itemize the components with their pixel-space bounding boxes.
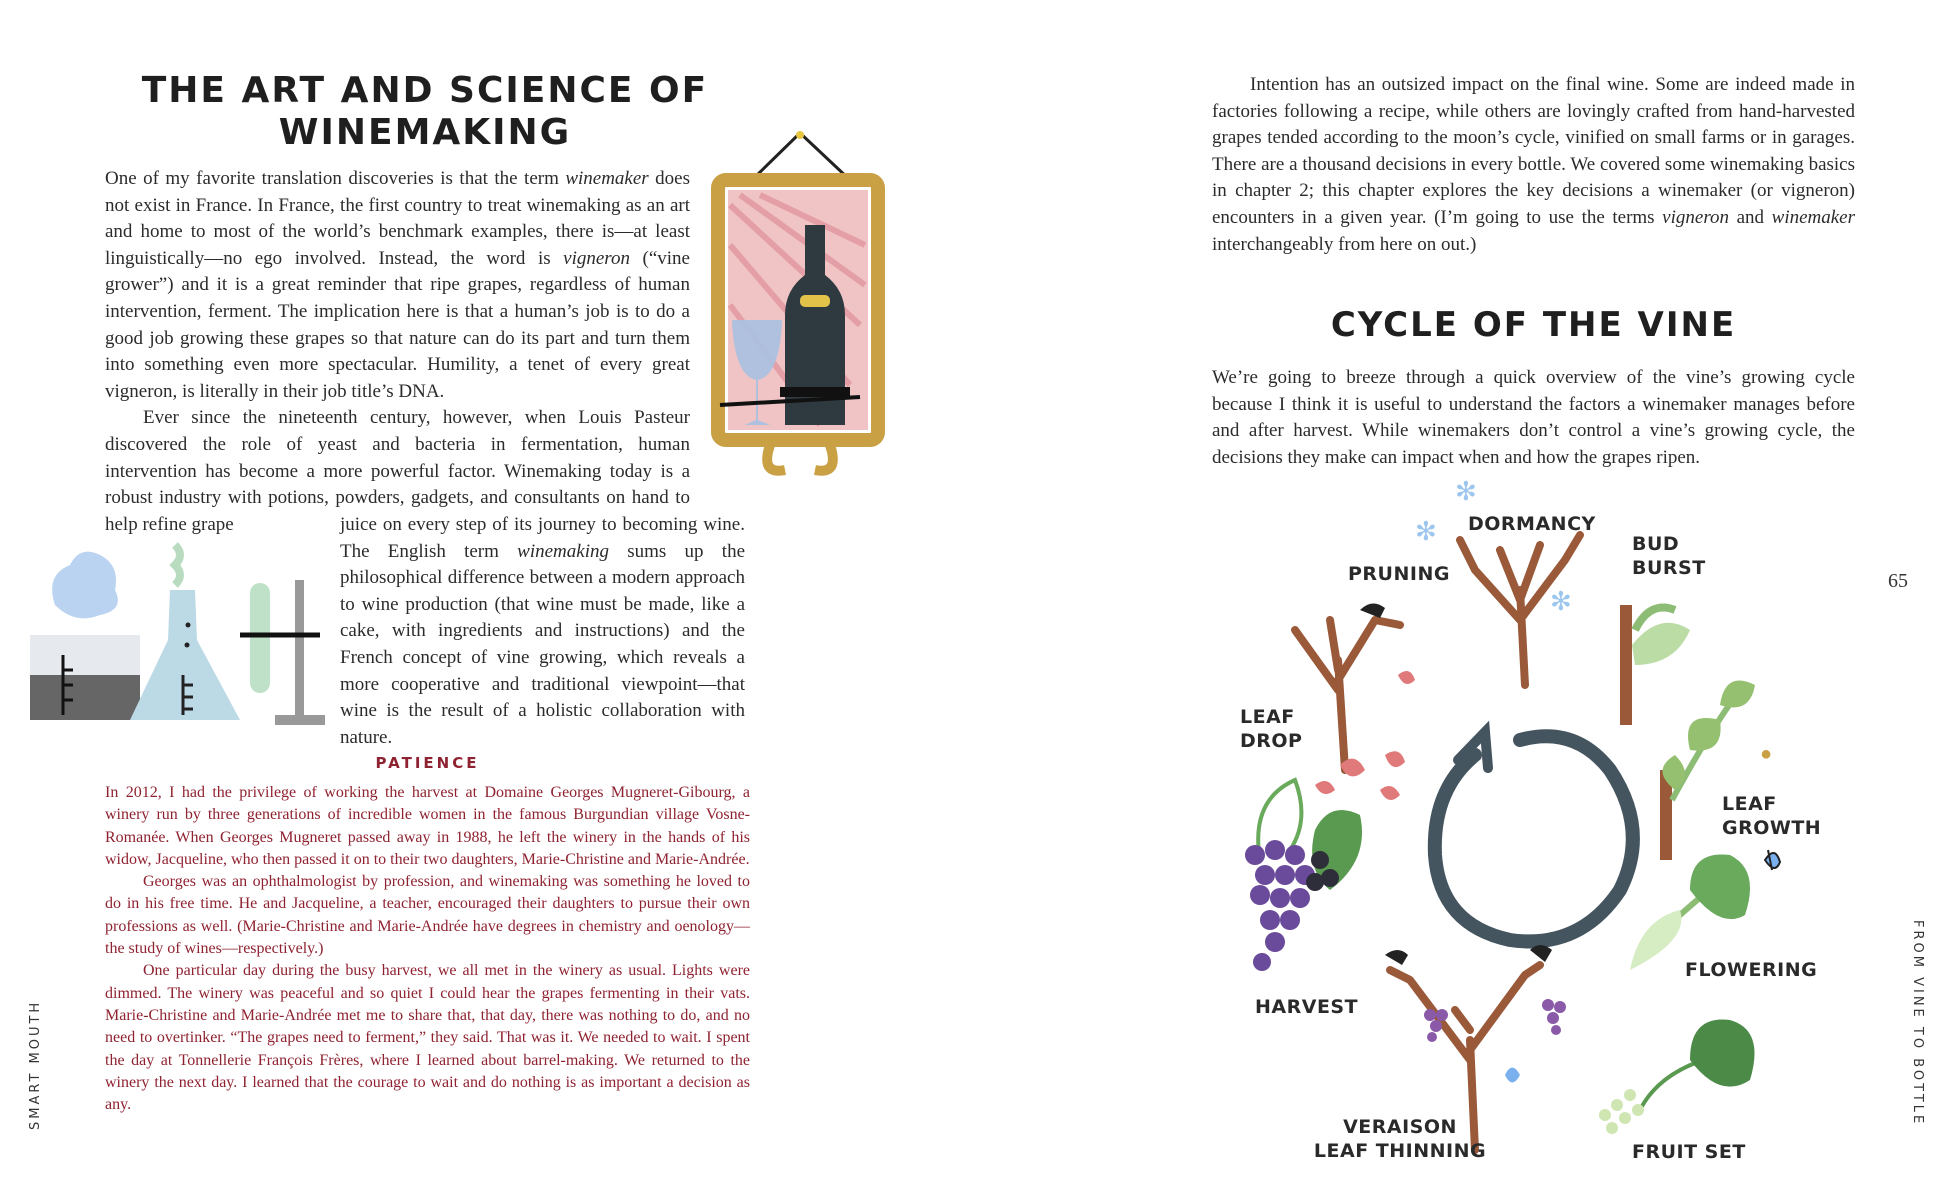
fruit-set-icon <box>1599 1020 1755 1135</box>
harvest-grapes-icon <box>1245 780 1362 971</box>
paragraph-pasteur: Ever since the nineteenth century, however, when Louis Pasteur discovered the role of yeast and bacteria in fermentation, human intervention has become a more powerful factor. Winemaking today is a robust industry with potions, powders, gadgets, and consultants on hand to help refine grape <box>105 407 690 535</box>
sidebar-heading-patience: PATIENCE <box>375 754 480 772</box>
bird-icon-left <box>1385 950 1408 965</box>
paragraph-cycle: We’re going to breeze through a quick overview of the vine’s growing cycle because I think it is useful to understand the factors a winemaker manages before and after harvest. While winemakers don’t control a vine’s growing cycle, the decisions they make can impact when and how the grapes ripen. <box>1212 367 1855 468</box>
sidebar-patience-story <box>105 782 750 1116</box>
svg-text:✻: ✻ <box>1455 477 1477 506</box>
patience-paragraph-1: In 2012, I had the privilege of working the harvest at Domaine Georges Mugneret-Gibourg, a winery run by three generations of incredible women in the famous Burgundian village Vosne-Romanée. When Georges Mugneret passed away in 1988, he left the winery in the hands of his widow, Jacqueline, who then passed it on to their two daughters, Marie-Christine and Marie-Andrée. <box>105 784 750 868</box>
patience-paragraph-3: One particular day during the busy harvest, we all met in the winery as usual. Lights were dimmed. The winery was peaceful and so quiet I could hear the grapes fermenting in their vats. Marie-Christine and Marie-Andrée met me to share that, that day, there was nothing to do, and no need to overtinker. “The grapes need to ferment,” they said. That was it. We needed to wait. I spent the day at Tonnellerie François Frères, where I learned about barrel-making. We returned to the winery the next day. I learned that the courage to wait and do nothing is as important a decision as any. <box>105 962 750 1114</box>
label-leaf-drop: LEAF DROP <box>1240 706 1303 752</box>
label-flowering: FLOWERING <box>1685 959 1818 981</box>
label-dormancy: DORMANCY <box>1468 513 1596 535</box>
falling-leaves-icon <box>1315 751 1405 800</box>
paragraph-intention: Intention has an outsized impact on the final wine. Some are indeed made in factories following a recipe, while others are lovingly crafted from hand-harvested grapes tended according to the moon’s cycle, vinified on small farms or in garages. There are a thousand decisions in every bottle. We covered some winemaking basics in chapter 2; this chapter explores the key decisions a winemaker (or vigneron) encounters in a given year. (I’m going to use the terms vigneron and winemaker interchangeably from here on out.) <box>1212 74 1856 255</box>
chapter-title-line2: WINEMAKING <box>278 112 572 153</box>
flowering-icon <box>1630 850 1780 970</box>
label-bud-burst: BUD BURST <box>1632 533 1706 579</box>
section-title-cycle: CYCLE OF THE VINE <box>1330 305 1737 345</box>
page-number: 65 <box>1888 570 1908 592</box>
svg-text:✻: ✻ <box>1550 587 1572 616</box>
framed-wine-picture-illustration <box>700 125 900 485</box>
pruning-vine-icon <box>1295 603 1415 770</box>
chapter-title-line1: THE ART AND SCIENCE OF <box>141 70 709 111</box>
label-fruit-set: FRUIT SET <box>1632 1141 1746 1163</box>
running-head-left: SMART MOUTH <box>28 999 43 1130</box>
paragraph-pasteur-continued: juice on every step of its journey to becoming wine. The English term winemaking sums up the philosophical difference between a modern approach to wine production (that wine must be made, like a cake, with ingredients and instructions) and the French concept of vine growing, which reveals a more cooperative and traditional viewpoint—that wine is the result of a holistic collaboration with nature. <box>340 514 745 748</box>
bird-icon <box>1360 603 1385 618</box>
intro-body <box>105 166 690 538</box>
bird-icon-right <box>1530 945 1552 962</box>
patience-paragraph-2: Georges was an ophthalmologist by profession, and winemaking was something he loved to do in his free time. He and Jacqueline, a teacher, encouraged their daughters to pursue their own professions as well. (Marie-Christine and Marie-Andrée have degrees in chemistry and oenology—the study of wines—respectively.) <box>105 873 750 958</box>
label-harvest: HARVEST <box>1255 996 1359 1018</box>
running-head-right: FROM VINE TO BOTTLE <box>1910 920 1925 1127</box>
label-leaf-growth: LEAF GROWTH <box>1722 793 1822 839</box>
cycle-intro <box>1212 365 1855 471</box>
svg-text:●: ● <box>1760 743 1773 765</box>
svg-text:✻: ✻ <box>1415 517 1437 546</box>
small-butterfly-icon <box>1505 1068 1520 1083</box>
paragraph-vigneron: One of my favorite translation discoveries is that the term winemaker does not exist in France. In France, the first country to treat winemaking as an art and home to most of the world’s benchmark examples, there is—at least linguistically—no ego involved. Instead, the word is vigneron (“vine grower”) and it is a great reminder that ripe grapes, regardless of human intervention, ferment. The implication here is that a human’s job is to do a good job growing these grapes so that nature can do its part and turn them into something even more spectacular. Humility, a tenet of every great vigneron, is literally in their job title’s DNA. <box>105 168 690 402</box>
bud-burst-icon <box>1620 605 1690 725</box>
lab-equipment-illustration <box>25 525 325 730</box>
intro-body-continued <box>340 512 745 751</box>
right-intro <box>1212 72 1855 258</box>
butterfly-icon <box>1765 850 1780 870</box>
cycle-arrow-icon <box>1435 736 1633 941</box>
label-pruning: PRUNING <box>1348 563 1450 585</box>
chapter-title <box>140 70 710 154</box>
label-veraison: VERAISON LEAF THINNING <box>1313 1116 1487 1162</box>
